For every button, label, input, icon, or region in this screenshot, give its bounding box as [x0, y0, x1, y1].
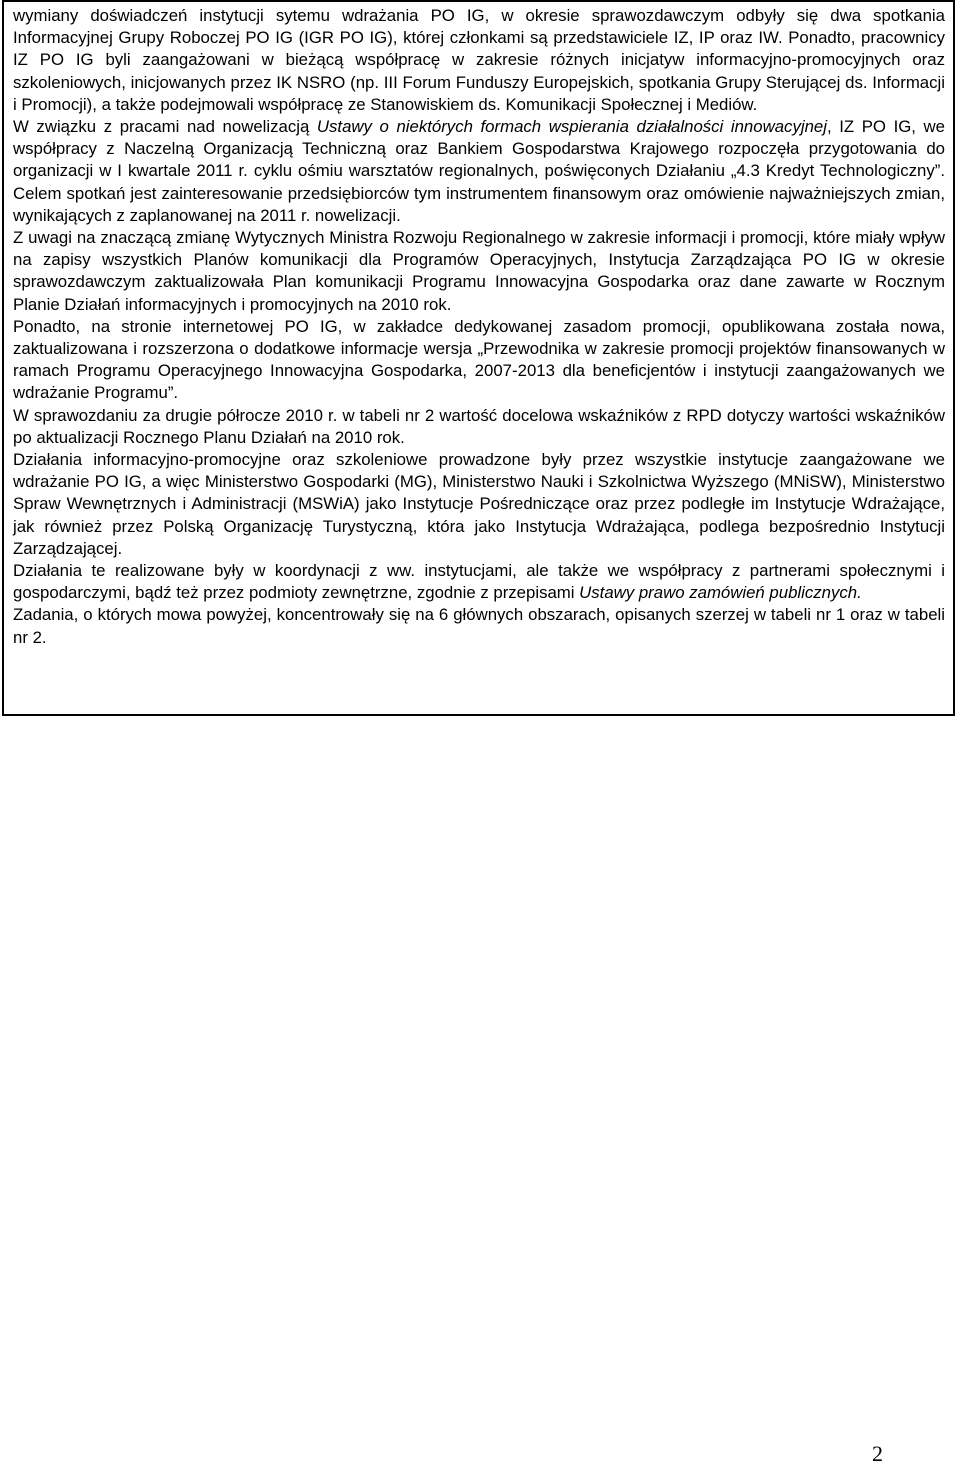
paragraph — [13, 560, 945, 604]
text-run: Działania informacyjno-promocyjne oraz szkoleniowe prowadzone były przez wszystkie instytucje zaangażowane we wdrażanie PO IG, a więc Ministerstwo Gospodarki (MG), Ministerstwo Nauki i Szkolnictwa Wyższego (MNiSW), Ministerstwo Spraw Wewnętrznych i Administracji (MSWiA) jako Instytucje Pośredniczące oraz przez podległe im Instytucje Wdrażające, jak również przez Polską Organizację Turystyczną, która jako Instytucja Wdrażająca, podlega bezpośrednio Instytucji Zarządzającej. — [13, 450, 945, 558]
text-run: Ponadto, na stronie internetowej PO IG, w zakładce dedykowanej zasadom promocji, opublikowana została nowa, zaktualizowana i rozszerzona o dodatkowe informacje wersja „Przewodnika w zakresie promocji projektów finansowanych w ramach Programu Operacyjnego Innowacyjna Gospodarka, 2007-2013 dla beneficjentów i instytucji zaangażowanych we wdrażanie Programu”. — [13, 316, 945, 403]
text-run: Działania te realizowane były w koordynacji z ww. instytucjami, ale także we współpracy z partnerami społecznymi i gospodarczymi, bądź też przez podmioty zewnętrzne, zgodnie z przepisami — [13, 561, 945, 603]
text-run: W związku z pracami nad nowelizacją — [13, 117, 317, 137]
italic-text: Ustawy o niektórych formach wspierania działalności innowacyjnej — [316, 117, 827, 137]
paragraph — [13, 5, 945, 116]
paragraph — [13, 405, 945, 449]
italic-text: Ustawy prawo zamówień publicznych. — [579, 583, 862, 603]
text-run: W sprawozdaniu za drugie półrocze 2010 r. w tabeli nr 2 wartość docelowa wskaźników z RPD dotyczy wartości wskaźników po aktualizacji Rocznego Planu Działań na 2010 rok. — [13, 405, 945, 447]
paragraph — [13, 449, 945, 560]
text-run: Z uwagi na znaczącą zmianę Wytycznych Ministra Rozwoju Regionalnego w zakresie informacji i promocji, które miały wpływ na zapisy wszystkich Planów komunikacji dla Programów Operacyjnych, Instytucja Zarządzająca PO IG w okresie sprawozdawczym zaktualizowała Plan komunikacji Programu Innowacyjna Gospodarka oraz dane zawarte w Rocznym Planie Działań informacyjnych i promocyjnych na 2010 rok. — [13, 228, 945, 314]
paragraph — [13, 227, 945, 316]
paragraph — [13, 116, 945, 227]
text-frame — [2, 0, 955, 716]
paragraph — [13, 316, 945, 405]
text-run: Zadania, o których mowa powyżej, koncentrowały się na 6 głównych obszarach, opisanych szerzej w tabeli nr 1 oraz w tabeli nr 2. — [13, 605, 945, 647]
text-run: , IZ PO IG, we współpracy z Naczelną Organizacją Techniczną oraz Bankiem Gospodarstwa Krajowego rozpoczęła przygotowania do organizacji w I kwartale 2011 r. cyklu ośmiu warsztatów regionalnych, poświęconych Działaniu „4.3 Kredyt Technologiczny”. Celem spotkań jest zainteresowanie przedsiębiorców tym instrumentem finansowym oraz omówienie najważniejszych zmian, wynikających z zaplanowanej na 2011 r. nowelizacji. — [13, 117, 945, 225]
text-run: wymiany doświadczeń instytucji sytemu wdrażania PO IG, w okresie sprawozdawczym odbyły się dwa spotkania Informacyjnej Grupy Roboczej PO IG (IGR PO IG), której członkami są przedstawiciele IZ, IP oraz IW. Ponadto, pracownicy IZ PO IG byli zaangażowani w bieżącą współpracę w zakresie różnych inicjatyw informacyjno-promocyjnych oraz szkoleniowych, inicjowanych przez IK NSRO (np. III Forum Funduszy Europejskich, spotkania Grupy Sterującej ds. Informacji i Promocji), a także podejmowali współpracę ze Stanowiskiem ds. Komunikacji Społecznej i Mediów. — [13, 6, 945, 114]
page-number: 2 — [872, 1441, 883, 1466]
paragraph — [13, 604, 945, 648]
